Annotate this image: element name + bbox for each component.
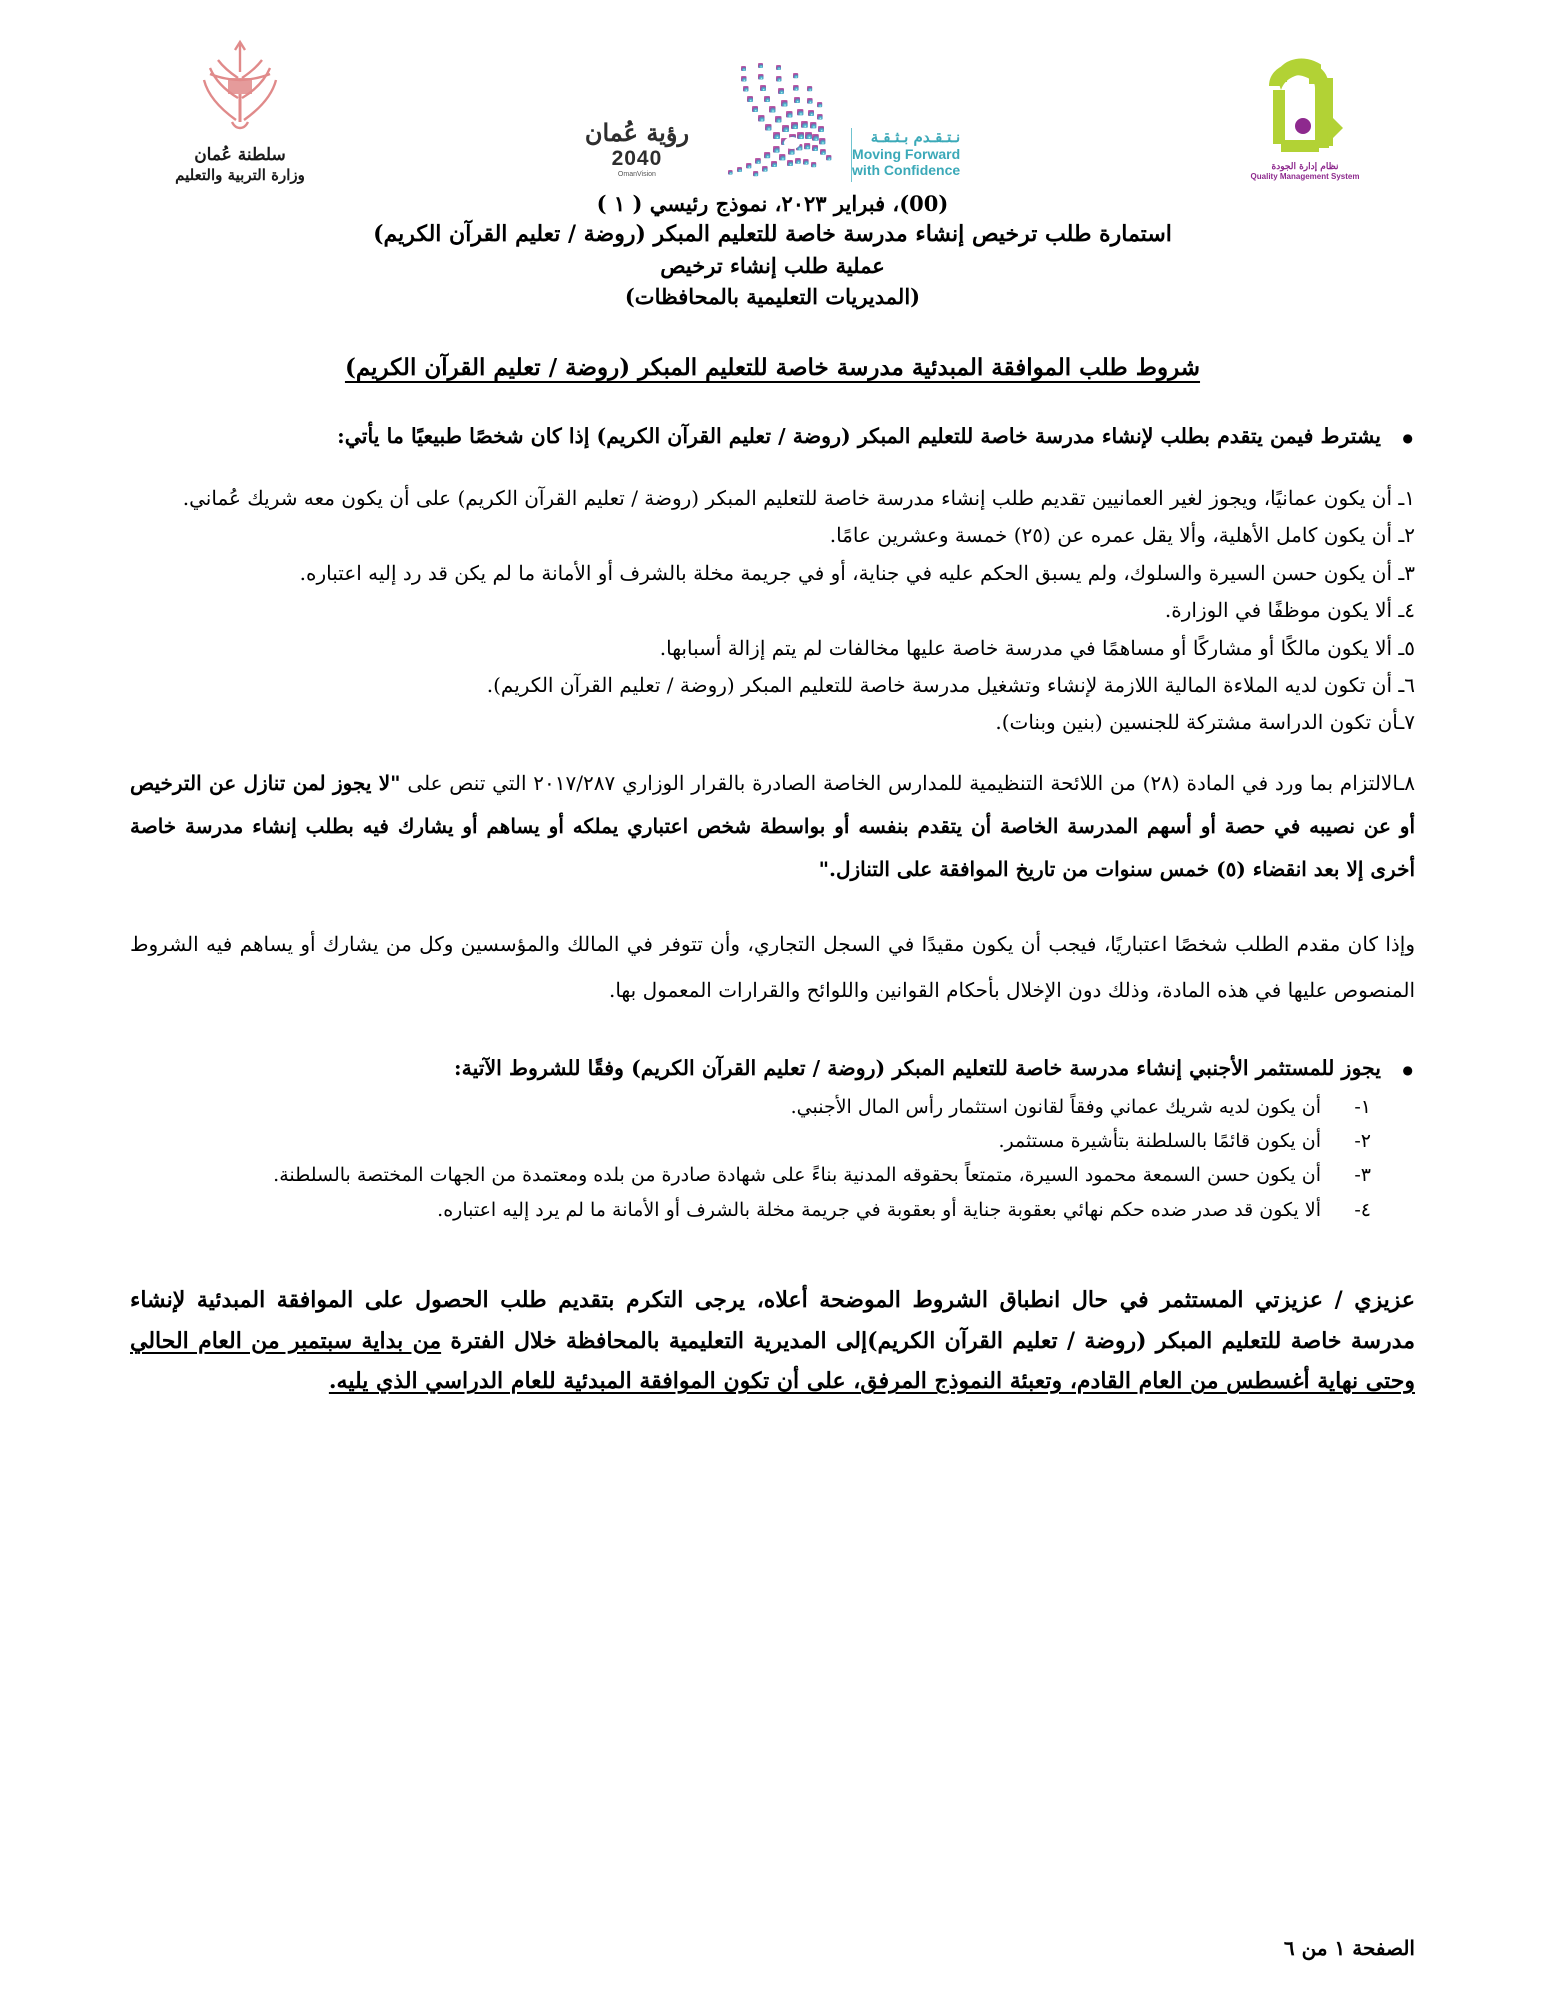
list-item: ٦ـ أن تكون لديه الملاءة المالية اللازمة لإنشاء وتشغيل مدرسة خاصة للتعليم المبكر (روضة / تعليم القرآن الكريم). [486, 673, 1415, 698]
condition-item-8 [130, 762, 1415, 891]
list-item [130, 1091, 1371, 1123]
list-item [130, 1194, 1371, 1226]
ministry-dept-ar: وزارة التربية والتعليم [175, 166, 305, 184]
list-item-text: أن يكون حسن السمعة محمود السيرة، متمتعاً بحقوقه المدنية بناءً على شهادة صادرة من بلده ومعتمدة من الجهات المختصة بالسلطنة. [273, 1164, 1321, 1187]
ministry-name-ar: سلطنة عُمان [194, 145, 286, 165]
page-number-label: الصفحة ١ من ٦ [1283, 1936, 1415, 1960]
closing-paragraph [130, 1280, 1415, 1402]
foreign-investor-conditions-list [130, 1091, 1371, 1226]
khanjar-emblem-icon [180, 38, 300, 143]
process-name-line: عملية طلب إنشاء ترخيص [660, 253, 885, 279]
quality-management-logo [1215, 30, 1395, 181]
natural-person-intro: ● يشترط فيمن يتقدم بطلب لإنشاء مدرسة خاصة للتعليم المبكر (روضة / تعليم القرآن الكريم) إذا كان شخصًا طبيعيًا ما يأتي: [130, 419, 1415, 455]
vision-tagline-en-line1: Moving Forward [852, 145, 961, 162]
list-item: ١ـ أن يكون عمانيًا، ويجوز لغير العمانيين تقديم طلب إنشاء مدرسة خاصة للتعليم المبكر (روضة / تعليم القرآن الكريم) على أن يكون معه شريك عُماني. [182, 486, 1415, 511]
ministry-logo [150, 30, 330, 184]
list-item-text: أن يكون قائمًا بالسلطنة بتأشيرة مستثمر. [998, 1129, 1321, 1152]
vision-tagline-en-line2: with Confidence [852, 161, 961, 178]
oman-vision-swoosh-icon [693, 42, 843, 182]
vision-tagline-ar: نـتـقـدم بـثـقـة [870, 127, 961, 146]
quality-management-aq-icon [1257, 48, 1353, 160]
form-title-line: استمارة طلب ترخيص إنشاء مدرسة خاصة للتعليم المبكر (روضة / تعليم القرآن الكريم) [373, 221, 1172, 248]
list-item [130, 1125, 1371, 1157]
page-header [0, 0, 1545, 185]
list-item [130, 1159, 1371, 1191]
condition-8-lead: ٨ـالالتزام بما ورد في المادة (٢٨) من اللائحة التنظيمية للمدارس الخاصة الصادرة بالقرار الوزاري ٢٠١٧/٢٨٧ التي تنص على [400, 770, 1416, 795]
closing-underlined-text: من بداية سبتمبر من العام الحالي وحتى نهاية أغسطس من العام القادم، وتعبئة النموذج المرفق، على أن تكون الموافقة المبدئية للعام الدراسي الذي يليه. [130, 1327, 1415, 1395]
qms-label-ar: نظام إدارة الجودة [1271, 162, 1339, 172]
qms-label-en: Quality Management System [1250, 172, 1360, 181]
list-item: ٧ـأن تكون الدراسة مشتركة للجنسين (بنين وبنات). [995, 710, 1415, 735]
list-item-marker: ٣- [1354, 1164, 1371, 1187]
vision-name-en: OmanVision [617, 171, 656, 178]
list-item: ٣ـ أن يكون حسن السيرة والسلوك، ولم يسبق الحكم عليه في جناية، أو في جريمة مخلة بالشرف أو الأمانة ما لم يكن قد رد إليه اعتباره. [299, 560, 1415, 585]
page-title: شروط طلب الموافقة المبدئية مدرسة خاصة للتعليم المبكر (روضة / تعليم القرآن الكريم) [344, 354, 1201, 382]
vision-name-ar: رؤية عُمان [584, 118, 690, 147]
page-footer [130, 1936, 1415, 1960]
list-item-marker: ٢- [1354, 1129, 1371, 1152]
list-item-marker: ٤- [1354, 1198, 1371, 1221]
document-body [0, 419, 1545, 1402]
document-title-block [0, 189, 1545, 312]
list-item-text: ألا يكون قد صدر ضده حكم نهائي بعقوبة جناية أو بعقوبة في جريمة مخلة بالشرف أو الأمانة ما لم يرد إليه اعتباره. [437, 1198, 1321, 1221]
oman-vision-2040-logo [563, 30, 983, 182]
list-item-marker: ١- [1354, 1095, 1371, 1118]
closing-text: عزيزي / عزيزتي المستثمر في حال انطباق الشروط الموضحة أعلاه، يرجى التكرم بتقديم طلب الحصول على الموافقة المبدئية لإنشاء مدرسة خاصة للتعليم المبكر (روضة / تعليم القرآن الكريم)إلى المديرية التعليمية بالمحافظة خلال الفترة [130, 1286, 1415, 1354]
vision-tagline [851, 128, 960, 182]
list-item: ٢ـ أن يكون كامل الأهلية، وألا يقل عمره عن (٢٥) خمسة وعشرين عامًا. [829, 523, 1415, 548]
condition-8-quote: "لا يجوز لمن تنازل عن الترخيص أو عن نصيبه في حصة أو أسهم المدرسة الخاصة أن يتقدم بنفسه أو بواسطة شخص اعتباري يملكه أو يساهم أو يشارك فيه بطلب إنشاء مدرسة خاصة أخرى إلا بعد انقضاء (٥) خمس سنوات من تاريخ الموافقة على التنازل." [130, 770, 1415, 881]
foreign-investor-intro: ● يجوز للمستثمر الأجنبي إنشاء مدرسة خاصة للتعليم المبكر (روضة / تعليم القرآن الكريم) وفقًا للشروط الآتية: [130, 1051, 1415, 1087]
form-code-line: (00)، فبراير ٢٠٢٣، نموذج رئيسي ( ١ ) [596, 191, 949, 216]
list-item-text: أن يكون لديه شريك عماني وفقاً لقانون استثمار رأس المال الأجنبي. [790, 1095, 1321, 1118]
vision-year: 2040 [611, 147, 663, 170]
list-item: ٥ـ ألا يكون مالكًا أو مشاركًا أو مساهمًا في مدرسة خاصة عليها مخالفات لم يتم إزالة أسبابها. [659, 635, 1415, 660]
list-item: ٤ـ ألا يكون موظفًا في الوزارة. [1164, 598, 1415, 623]
legal-person-paragraph: وإذا كان مقدم الطلب شخصًا اعتباريًا، فيجب أن يكون مقيدًا في السجل التجاري، وأن تتوفر في المالك والمؤسسين وكل من يشارك أو يساهم فيه الشروط المنصوص عليها في هذه المادة، وذلك دون الإخلال بأحكام القوانين واللوائح والقرارات المعمول بها. [130, 931, 1415, 1002]
authority-line: (المديريات التعليمية بالمحافظات) [624, 283, 921, 309]
vision-wordmark [585, 118, 689, 182]
natural-person-conditions-list [130, 481, 1415, 740]
